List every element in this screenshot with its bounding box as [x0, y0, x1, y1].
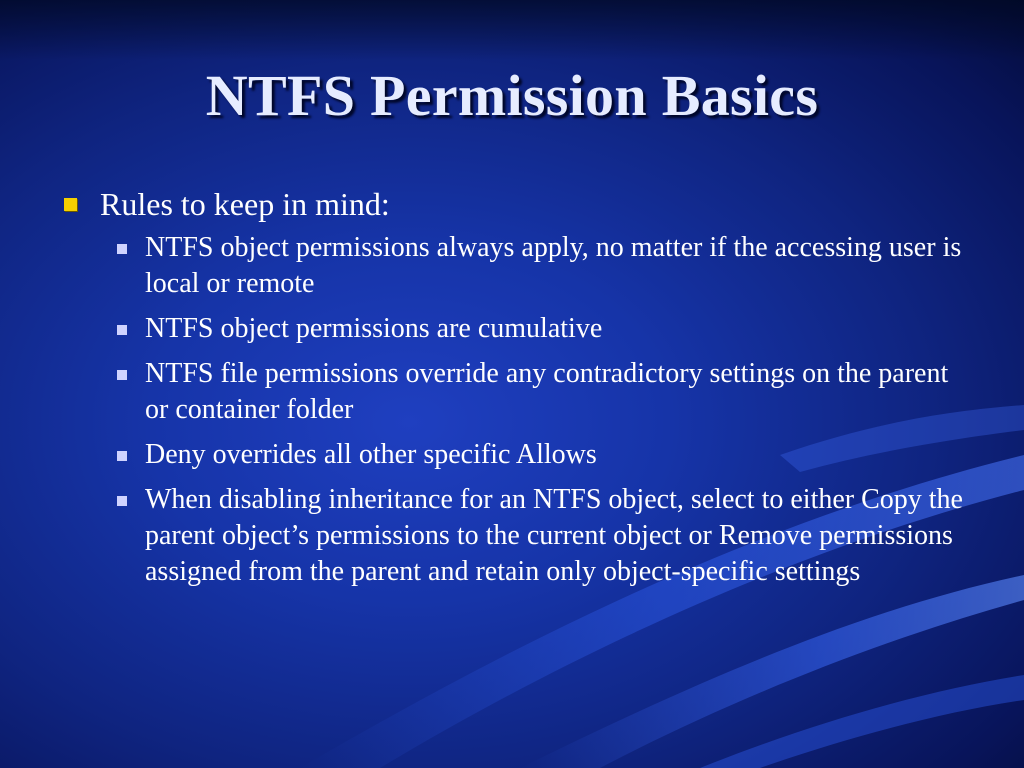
sub-bullet	[60, 356, 970, 428]
sub-bullet-text: NTFS object permissions are cumulative	[145, 313, 603, 344]
square-bullet-icon	[117, 451, 127, 461]
bullet-list	[60, 182, 970, 599]
sub-bullet	[60, 437, 970, 473]
sub-bullet-text: Deny overrides all other specific Allows	[145, 439, 597, 470]
square-bullet-icon	[117, 496, 127, 506]
sub-bullet	[60, 482, 970, 590]
sub-bullet-text: NTFS file permissions override any contradictory settings on the parent or container folder	[145, 358, 949, 425]
slide-title: NTFS Permission Basics	[205, 63, 819, 128]
sub-bullet-text: When disabling inheritance for an NTFS object, select to either Copy the parent object’s permissions to the current object or Remove permissions assigned from the parent and retain only object-specific settings	[145, 484, 963, 587]
sub-bullet	[60, 230, 970, 302]
bullet-level1	[60, 182, 970, 226]
square-bullet-icon	[117, 325, 127, 335]
sub-bullet	[60, 311, 970, 347]
bullet-text: Rules to keep in mind:	[100, 186, 390, 222]
sub-bullet-text: NTFS object permissions always apply, no matter if the accessing user is local or remote	[145, 232, 962, 299]
square-bullet-icon	[117, 244, 127, 254]
square-bullet-icon	[117, 370, 127, 380]
square-bullet-icon	[64, 198, 77, 211]
